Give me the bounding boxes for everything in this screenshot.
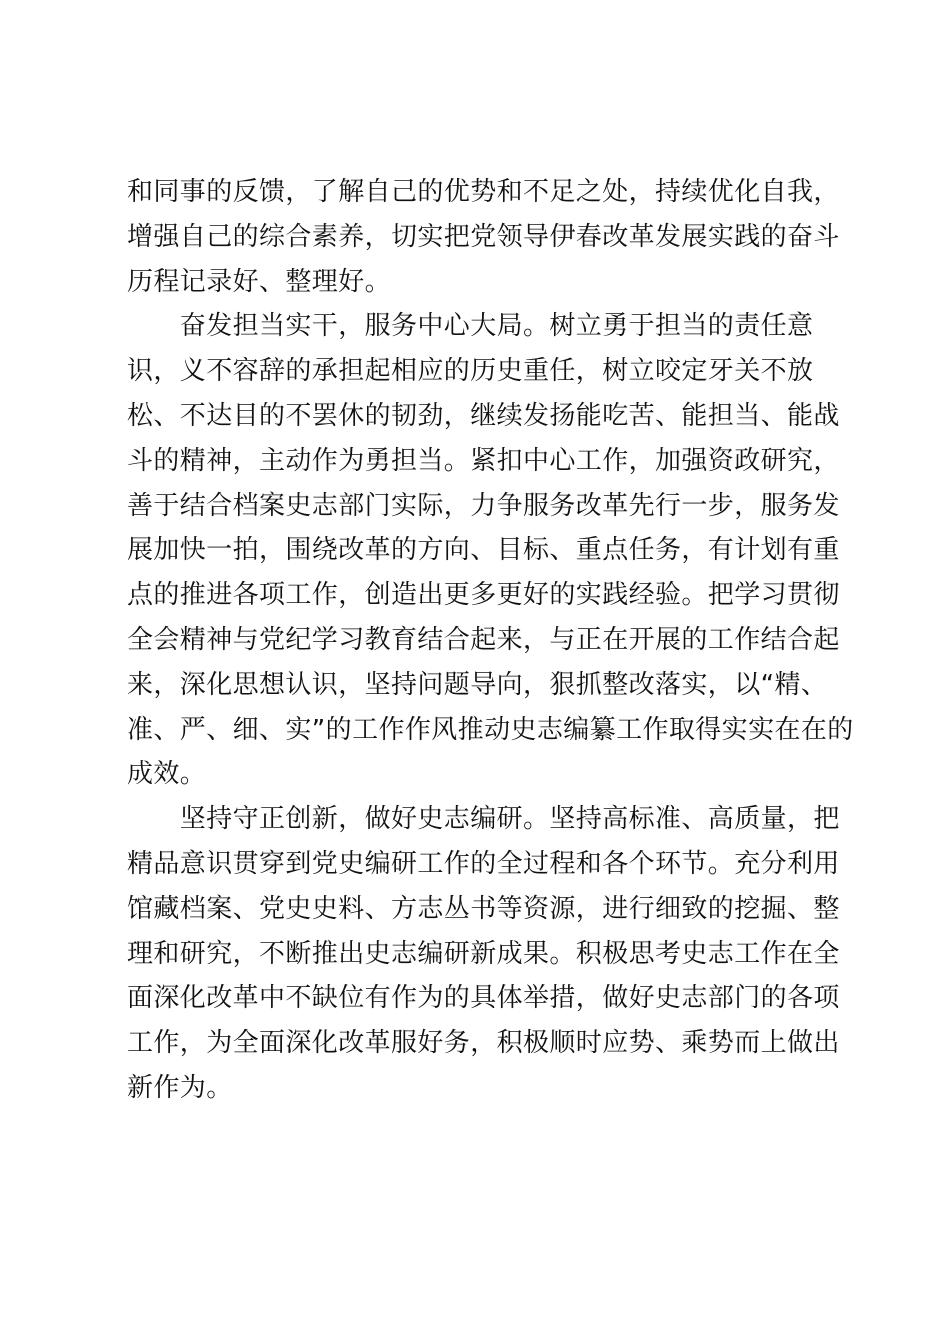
- text-line: 新作为。: [127, 1072, 233, 1103]
- text-line: 斗的精神，主动作为勇担当。紧扣中心工作，加强资政研究，: [127, 445, 840, 476]
- text-line: 精品意识贯穿到党史编研工作的全过程和各个环节。充分利用: [127, 848, 840, 879]
- paragraph-2: [127, 304, 854, 797]
- text-line: 展加快一拍，围绕改革的方向、目标、重点任务，有计划有重: [127, 535, 840, 566]
- text-line: 增强自己的综合素养，切实把党领导伊春改革发展实践的奋斗: [127, 221, 840, 252]
- text-line: 善于结合档案史志部门实际，力争服务改革先行一步，服务发: [127, 490, 840, 521]
- text-line: 馆藏档案、党史史料、方志丛书等资源，进行细致的挖掘、整: [127, 893, 840, 924]
- text-line: 坚持守正创新，做好史志编研。坚持高标准、高质量，把: [127, 804, 840, 835]
- text-line: 奋发担当实干，服务中心大局。树立勇于担当的责任意: [127, 311, 814, 342]
- text-line: 工作，为全面深化改革服好务，积极顺时应势、乘势而上做出: [127, 1028, 840, 1059]
- text-line: 和同事的反馈，了解自己的优势和不足之处，持续优化自我，: [127, 177, 840, 207]
- document-body: [127, 170, 854, 1111]
- paragraph-1: [127, 170, 840, 304]
- text-line: 点的推进各项工作，创造出更多更好的实践经验。把学习贯彻: [127, 580, 840, 611]
- text-line: 识，义不容辞的承担起相应的历史重任，树立咬定牙关不放: [127, 356, 814, 387]
- text-line: 面深化改革中不缺位有作为的具体举措，做好史志部门的各项: [127, 983, 840, 1014]
- text-line: 历程记录好、整理好。: [127, 266, 392, 297]
- text-line: 成效。: [127, 759, 207, 790]
- paragraph-3: [127, 797, 840, 1111]
- text-line: 理和研究，不断推出史志编研新成果。积极思考史志工作在全: [127, 938, 840, 969]
- text-line: 松、不达目的不罢休的韧劲，继续发扬能吃苦、能担当、能战: [127, 400, 840, 431]
- text-line: 全会精神与党纪学习教育结合起来，与正在开展的工作结合起: [127, 624, 840, 655]
- text-line: 来，深化思想认识，坚持问题导向，狠抓整改落实，以“精、: [127, 669, 828, 700]
- text-line: 准、严、细、实”的工作作风推动史志编纂工作取得实实在在的: [127, 714, 854, 745]
